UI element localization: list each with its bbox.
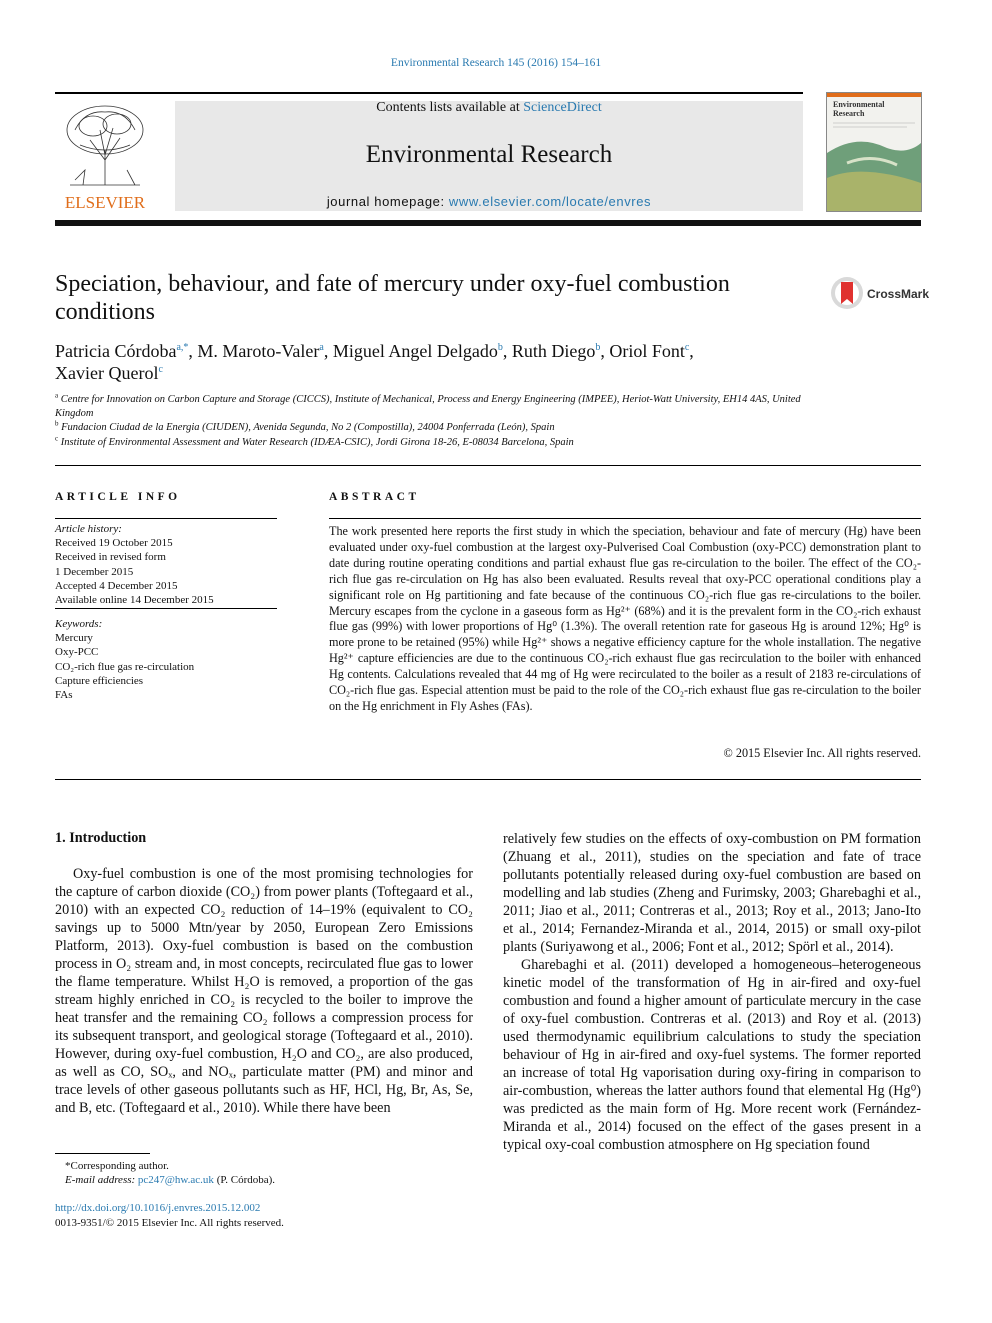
- svg-text:Research: Research: [833, 109, 865, 118]
- publisher-name: ELSEVIER: [64, 193, 146, 212]
- affiliation: $^a$ Centre for Innovation on Carbon Capture and Storage (CICCS), Institute of Mechanical, Process and Energy Engineering (IMPEE), Heriot-Watt University, EH14 4AS, United Kingdom: [55, 391, 801, 420]
- article-title: Speciation, behaviour, and fate of mercury under oxy-fuel combustion conditions: [55, 271, 730, 325]
- elsevier-logo: [55, 100, 155, 212]
- homepage-link[interactable]: www.elsevier.com/locate/envres: [448, 194, 652, 209]
- contents-line: Contents lists available at ScienceDirect: [376, 100, 602, 115]
- svg-text:CrossMark: CrossMark: [867, 287, 930, 301]
- author[interactable]: Ruth Diego: [511, 341, 596, 361]
- affiliations: [55, 393, 815, 450]
- author[interactable]: Xavier Querol: [55, 363, 159, 383]
- divider: [55, 608, 277, 609]
- email-link[interactable]: pc247@hw.ac.uk: [137, 1174, 214, 1186]
- paragraph: Gharebaghi et al. (2011) developed a homogeneous–heterogeneous kinetic model of the transformation of Hg in air-fired and oxy-fuel combustion and found a higher amount of particulate mercury in the case of oxy-fuel combustion. Contreras et al. (2013) and Roy et al. (2013) used thermodynamic equilibrium calculations to study the speciation behaviour of Hg in air-fired and oxy-fuel systems. The former reported an increase of total Hg vaporisation during oxy-firing in comparison to air-combustion, whereas the latter authors found that elemental Hg (Hg⁰) was predicted as the main form of Hg. More recent work (Fernández-Miranda et al., 2014) focused on the effect of the gases present in a typical oxy-coal combustion atmosphere on Hg speciation found: [503, 957, 921, 1153]
- body-column-left: [55, 865, 473, 1117]
- affiliation: $^b$ Fundacion Ciudad de la Energia (CIUDEN), Avenida Segunda, No 2 (Compostilla), 24004 Ponferrada (León), Spain: [55, 419, 555, 434]
- author[interactable]: Patricia Córdoba: [55, 341, 177, 361]
- sciencedirect-link[interactable]: ScienceDirect: [523, 100, 602, 115]
- divider: [55, 518, 277, 519]
- keywords: Keywords: Mercury Oxy-PCC CO₂-rich flue gas re-circulation Capture efficiencies FAs: [55, 618, 195, 702]
- journal-reference[interactable]: Environmental Research 145 (2016) 154–161: [390, 57, 602, 69]
- affiliation: $^c$ Institute of Environmental Assessment and Water Research (IDÆA-CSIC), Jordi Girona 18-26, E-08034 Barcelona, Spain: [55, 434, 574, 448]
- abstract-copyright: © 2015 Elsevier Inc. All rights reserved.: [723, 746, 921, 760]
- section-heading: 1. Introduction: [55, 830, 147, 846]
- divider: [55, 779, 921, 780]
- crossmark-badge[interactable]: [830, 276, 940, 310]
- abstract-heading: ABSTRACT: [329, 491, 420, 503]
- homepage-line: journal homepage: www.elsevier.com/locate/envres: [326, 194, 652, 209]
- paragraph: relatively few studies on the effects of oxy-combustion on PM formation (Zhuang et al., 2011), studies on the speciation and fate of trace pollutants potentially released during oxy-fuel combustion are based on modelling and lab studies (Zheng and Furimsky, 2003; Gharebaghi et al., 2011; Jiao et al., 2011; Contreras et al., 2013; Roy et al., 2013; Jano-Ito et al., 2014; Fernandez-Miranda et al., 2014, 2015) or small oxy-pilot plants (Suriyawong et al., 2006; Font et al., 2012; Spörl et al., 2014).: [503, 831, 921, 955]
- footnote: *Corresponding author. E-mail address: pc247@hw.ac.uk (P. Córdoba).: [65, 1160, 276, 1186]
- doi-block: http://dx.doi.org/10.1016/j.envres.2015.12.002 0013-9351/© 2015 Elsevier Inc. All rights reserved.: [55, 1201, 473, 1231]
- divider: [329, 518, 921, 519]
- footnote-rule: [55, 1153, 150, 1154]
- body-column-right: [503, 830, 921, 1154]
- paragraph: Oxy-fuel combustion is one of the most promising technologies for the capture of carbon dioxide (CO₂) from power plants (Toftegaard et al., 2010) with an expected CO₂ reduction of 14–19% (equivalent to CO₂ savings up to 5000 Mtn/year by 2050, European Zero Emissions Platform, 2013). Oxy-fuel combustion is based on the combustion process in O₂ stream and, in most concepts, recirculated flue gas to lower the flame temperature. Whilst H₂O is removed, a proportion of the gas stream highly enriched in CO₂ is recycled to the boiler to improve the heat transfer and the remaining CO₂ follows a compression process for its subsequent transport, and geological storage (Toftegaard et al., 2010). However, during oxy-fuel combustion, H₂O and CO₂, are also produced, as well as CO, SOₓ, and NOₓ, particulate matter (PM) and minor and trace levels of other gaseous pollutants such as HF, HCl, Hg, Br, As, Se, and B, etc. (Toftegaard et al., 2010). While there have been: [55, 866, 473, 1116]
- journal-cover-image[interactable]: [826, 92, 922, 212]
- header-thick-rule: [55, 220, 921, 226]
- author[interactable]: Miguel Angel Delgado: [332, 341, 498, 361]
- author[interactable]: M. Maroto-Valer: [197, 341, 320, 361]
- divider: [55, 465, 921, 466]
- svg-text:Environmental: Environmental: [833, 100, 885, 109]
- abstract-text: The work presented here reports the first study in which the speciation, behaviour and fate of mercury (Hg) have been evaluated under oxy-fuel combustion at the largest oxy-Pulverised Coal Combustion (oxy-PCC) demonstration plant to date during routine operating conditions and partial exhaust flue gas re-circulation to the boiler. The effect of the CO₂-rich flue gas re-circulation on Hg has also been evaluated. Results reveal that oxy-PCC operational conditions play a significant role on Hg partitioning and fate because of the continuous CO₂-rich flue gas re-circulations to the boiler. Mercury escapes from the cyclone in a gaseous form as Hg²⁺ (68%) and it is the prevalent form in the CO₂-rich exhaust flue gas (99%) with lower proportions of Hg⁰ (1.3%). The overall retention rate for gaseous Hg is around 12%; Hg⁰ is more prone to be retained (95%) while Hg²⁺ shows a negative efficiency capture for the whole installation. The negative Hg²⁺ capture efficiencies are due to the continuous CO₂-rich exhaust flue gas recirculation to the boiler with enhanced Hg contents. Calculations revealed that 44 mg of Hg were recirculated to the boiler as a result of 2183 re-circulations of CO₂-rich flue gas. Especial attention must be paid to the role of the CO₂-rich exhaust flue gas re-circulation to the boiler on the Hg enrichment in Fly Ashes (FAs).: [329, 524, 921, 713]
- journal-title: Environmental Research: [365, 141, 613, 168]
- header-rule: [55, 92, 803, 94]
- author-list: Patricia Córdoba$^{a,*}$, M. Maroto-Valer$^a$, Miguel Angel Delgado$^b$, Ruth Diego$^b$, Oriol Font$^c$, Xavier Querol$^c$: [55, 341, 694, 383]
- doi-link[interactable]: http://dx.doi.org/10.1016/j.envres.2015.12.002: [55, 1202, 261, 1214]
- article-info-heading: ARTICLE INFO: [55, 491, 181, 503]
- author[interactable]: Oriol Font: [609, 341, 685, 361]
- article-history: Article history: Received 19 October 2015 Received in revised form 1 December 2015 Accepted 4 December 2015 Available online 14 December 2015: [55, 523, 214, 607]
